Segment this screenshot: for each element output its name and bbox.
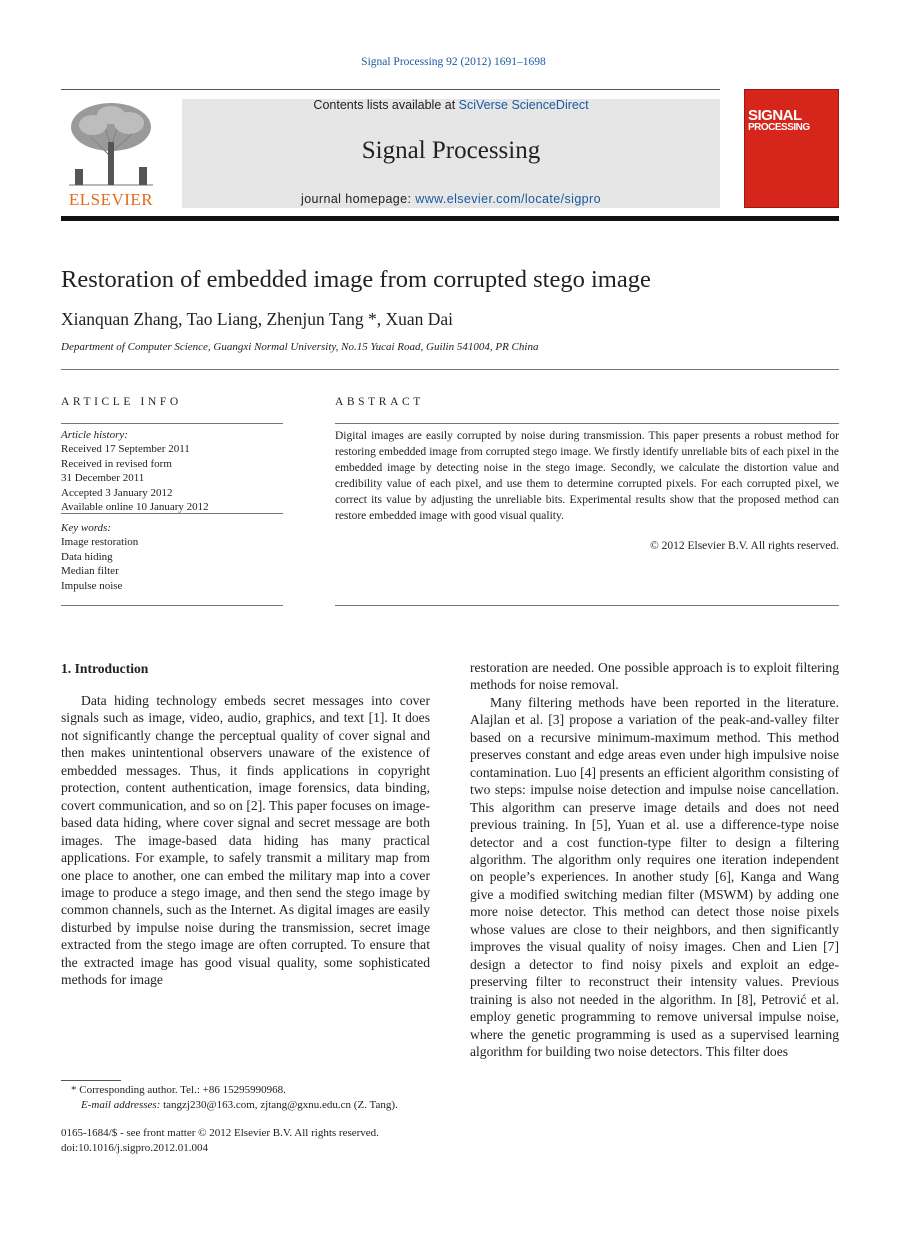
history-item: Available online 10 January 2012	[61, 501, 209, 514]
abstract-text: Digital images are easily corrupted by noise during transmission. This paper presents a robust method for restoring embedded image from corrupted stego image. We firstly identify unreliable bits of each pixel in the embedded image by detecting noise in the stego image. Secondly, we calculate the distortion value and credibility value of each pixel, and use them to determine corrupted pixels. For each corrupted pixel, we correct its value by adjusting the unreliable bits. Experimental results show that the proposed method can restore embedded image with good visual quality.	[335, 430, 839, 522]
elsevier-logo-text: ELSEVIER	[68, 190, 154, 209]
cover-title-line-2: PROCESSING	[748, 122, 810, 133]
sciencedirect-link[interactable]: SciVerse ScienceDirect	[458, 98, 589, 112]
article-history	[61, 428, 283, 514]
title-rule	[61, 369, 839, 370]
info-rule-top	[61, 423, 283, 424]
journal-citation[interactable]: Signal Processing 92 (2012) 1691–1698	[361, 56, 546, 68]
article-info-heading: ARTICLE INFO	[61, 396, 182, 408]
doi-line[interactable]: doi:10.1016/j.sigpro.2012.01.004	[61, 1141, 208, 1154]
history-item: Received 17 September 2011	[61, 443, 190, 456]
email-note	[61, 1098, 430, 1113]
history-item: 31 December 2011	[61, 472, 145, 485]
cover-title	[748, 109, 838, 133]
article-title: Restoration of embedded image from corrupted stego image	[61, 266, 651, 293]
history-item: Accepted 3 January 2012	[61, 486, 173, 499]
body-paragraph: Data hiding technology embeds secret messages into cover signals such as image, video, audio, graphics, and text [1]. It does not significantly change the perceptual quality of cover signal and then makes unintentional observers unaware of the existence of embedded messages. Thus, it finds applications in copyright protection, content authentication, image forensics, data binding, covert communication, and so on [2]. This paper focuses on image-based data hiding, where cover signal and secret message are both images. The image-based data hiding has many practical applications. For example, to safely transmit a military map from one place to another, one can embed the military map into a cover image to produce a stego image, and then send the stego image by common channels, such as the Internet. As digital images are easily disturbed by impulse noise during the transmission, secret image extracted from the stego image are often corrupted. To ensure that the extracted image has good visual quality, some sophisticated methods for image	[61, 693, 430, 988]
header-thick-rule	[61, 216, 839, 221]
body-paragraph: Many filtering methods have been reported in the literature. Alajlan et al. [3] propose a variation of the peak-and-valley filter based on a recursive minimum-maximum method. This method preserves constant and edge areas even under high impulsive noise contamination. Luo [4] presents an efficient algorithm consisting of two steps: impulse noise detection and impulse noise cancellation. This algorithm can preserve image details and does not need previous training. In [5], Yuan et al. use a difference-type noise detector and a cost function-type filter to design a filtering algorithm. The algorithm only requires one iteration independent on people’s experiences. In another study [6], Kanga and Wang give a modified switching median filter (MSWM) by adding one more noise detector. This method can detect those noise pixels whose values are close to their neighbors, and then significantly improves the visual quality of noisy images. Chen and Lien [7] design a detector to find noisy pixels and exploit an edge-preserving filter to reconstruct their intensity values. Previous training is also not needed in the algorithm. In [8], Petrović et al. employ genetic programming to remove universal impulse noise, where the genetic programming is used as a supervised learning algorithm for building two noise detectors. This filter does	[470, 694, 839, 1059]
keywords-label: Key words:	[61, 522, 112, 534]
journal-title: Signal Processing	[361, 137, 541, 164]
header-top-rule	[61, 89, 720, 90]
history-label: Article history:	[61, 429, 128, 441]
keyword-item: Median filter	[61, 565, 119, 578]
keywords	[61, 521, 283, 593]
affiliation: Department of Computer Science, Guangxi Normal University, No.15 Yucai Road, Guilin 541004, PR China	[61, 341, 539, 353]
info-rule-middle	[61, 513, 283, 514]
homepage-line	[182, 192, 720, 206]
footnote-rule	[61, 1080, 121, 1081]
body-column-right	[470, 659, 839, 1060]
abstract-copyright: © 2012 Elsevier B.V. All rights reserved.	[650, 540, 839, 552]
info-rule-bottom	[61, 605, 283, 606]
email-label: E-mail addresses:	[81, 1098, 161, 1111]
corresponding-author-note: * Corresponding author. Tel.: +86 15295990968.	[71, 1084, 286, 1096]
contents-prefix: Contents lists available at	[313, 98, 459, 112]
keyword-item: Impulse noise	[61, 579, 123, 592]
author-list: Xianquan Zhang, Tao Liang, Zhenjun Tang *, Xuan Dai	[61, 309, 454, 329]
front-matter-line: 0165-1684/$ - see front matter © 2012 Elsevier B.V. All rights reserved.	[61, 1127, 379, 1139]
cover-title-line-1: SIGNAL	[748, 107, 802, 124]
homepage-link[interactable]: www.elsevier.com/locate/sigpro	[415, 192, 601, 206]
keyword-item: Data hiding	[61, 550, 113, 563]
abstract-rule-top	[335, 423, 839, 424]
abstract-heading: ABSTRACT	[335, 396, 424, 408]
body-paragraph: restoration are needed. One possible approach is to exploit filtering methods for noise removal.	[470, 660, 839, 693]
history-item: Received in revised form	[61, 457, 172, 470]
body-column-left	[61, 692, 430, 989]
keyword-item: Image restoration	[61, 536, 139, 549]
footnote	[61, 1083, 430, 1112]
homepage-prefix: journal homepage:	[301, 192, 416, 206]
section-heading: 1. Introduction	[61, 661, 149, 676]
email-addresses[interactable]: tangzj230@163.com, zjtang@gxnu.edu.cn (Z. Tang).	[160, 1098, 398, 1111]
contents-line	[182, 98, 720, 112]
front-matter-note	[61, 1126, 430, 1155]
abstract-rule-bottom	[335, 605, 839, 606]
